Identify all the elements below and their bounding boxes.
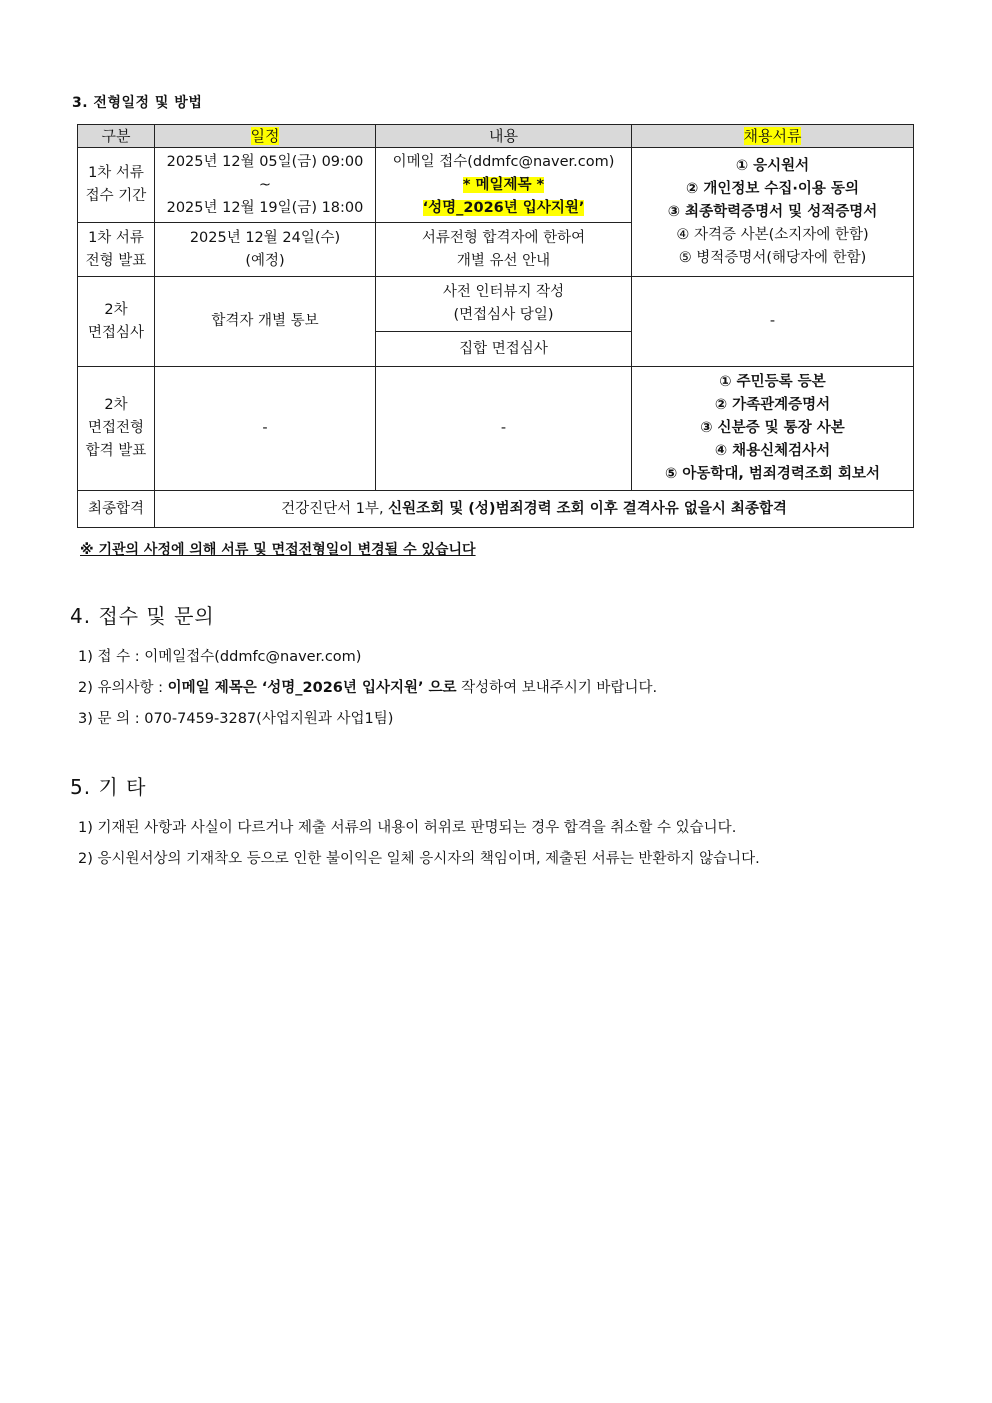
header-content: 내용 xyxy=(376,125,632,148)
row2-content: 서류전형 합격자에 한하여 개별 유선 안내 xyxy=(376,223,632,277)
row1-content: 이메일 접수(ddmfc@naver.com) * 메일제목 * ‘성명_2026년 입사지원’ xyxy=(376,148,632,223)
table-row xyxy=(78,277,914,332)
row3-content-b: 집합 면접심사 xyxy=(376,332,632,367)
header-documents: 채용서류 xyxy=(632,125,914,148)
table-row xyxy=(78,367,914,491)
row1-schedule: 2025년 12월 05일(금) 09:00 ~ 2025년 12월 19일(금) 18:00 xyxy=(155,148,376,223)
header-schedule: 일정 xyxy=(155,125,376,148)
row1-category: 1차 서류 접수 기간 xyxy=(78,148,155,223)
row5-content: 건강진단서 1부, 신원조회 및 (성)범죄경력 조회 이후 결격사유 없을시 최종합격 xyxy=(155,491,914,528)
row3-documents: - xyxy=(632,277,914,367)
docs-final-round: ① 주민등록 등본 ② 가족관계증명서 ③ 신분증 및 통장 사본 ④ 채용신체검사서 ⑤ 아동학대, 범죄경력조회 회보서 xyxy=(632,367,914,491)
row2-category: 1차 서류 전형 발표 xyxy=(78,223,155,277)
section3-title: 3. 전형일정 및 방법 xyxy=(72,95,203,111)
table-row xyxy=(78,148,914,223)
row3-content-a: 사전 인터뷰지 작성 (면접심사 당일) xyxy=(376,277,632,332)
row3-schedule: 합격자 개별 통보 xyxy=(155,277,376,367)
schedule-table xyxy=(77,124,914,528)
section4-title: 4. 접수 및 문의 xyxy=(70,604,215,628)
table-row xyxy=(78,491,914,528)
section5-title: 5. 기 타 xyxy=(70,775,147,799)
mail-subject-value: ‘성명_2026년 입사지원’ xyxy=(422,199,585,216)
table-header-row xyxy=(78,125,914,148)
docs-first-round: ① 응시원서 ② 개인정보 수집·이용 동의 ③ 최종학력증명서 및 성적증명서 ④ 자격증 사본(소지자에 한함) ⑤ 병적증명서(해당자에 한함) xyxy=(632,148,914,277)
section4-item-inquiry: 3) 문 의 : 070-7459-3287(사업지원과 사업1팀) xyxy=(78,711,394,727)
section5-item-1: 1) 기재된 사항과 사실이 다르거나 제출 서류의 내용이 허위로 판명되는 경우 합격을 취소할 수 있습니다. xyxy=(78,820,737,836)
row2-schedule: 2025년 12월 24일(수) (예정) xyxy=(155,223,376,277)
schedule-change-note: ※ 기관의 사정에 의해 서류 및 면접전형일이 변경될 수 있습니다 xyxy=(80,542,476,558)
row4-schedule: - xyxy=(155,367,376,491)
row4-content: - xyxy=(376,367,632,491)
row5-category: 최종합격 xyxy=(78,491,155,528)
section4-item-reception: 1) 접 수 : 이메일접수(ddmfc@naver.com) xyxy=(78,649,362,665)
row3-category: 2차 면접심사 xyxy=(78,277,155,367)
header-category: 구분 xyxy=(78,125,155,148)
section4-item-notice: 2) 유의사항 : 이메일 제목은 ‘성명_2026년 입사지원’ 으로 작성하여 보내주시기 바랍니다. xyxy=(78,680,658,696)
section5-item-2: 2) 응시원서상의 기재착오 등으로 인한 불이익은 일체 응시자의 책임이며, 제출된 서류는 반환하지 않습니다. xyxy=(78,851,760,867)
mail-subject-label: * 메일제목 * xyxy=(462,176,545,193)
row4-category: 2차 면접전형 합격 발표 xyxy=(78,367,155,491)
